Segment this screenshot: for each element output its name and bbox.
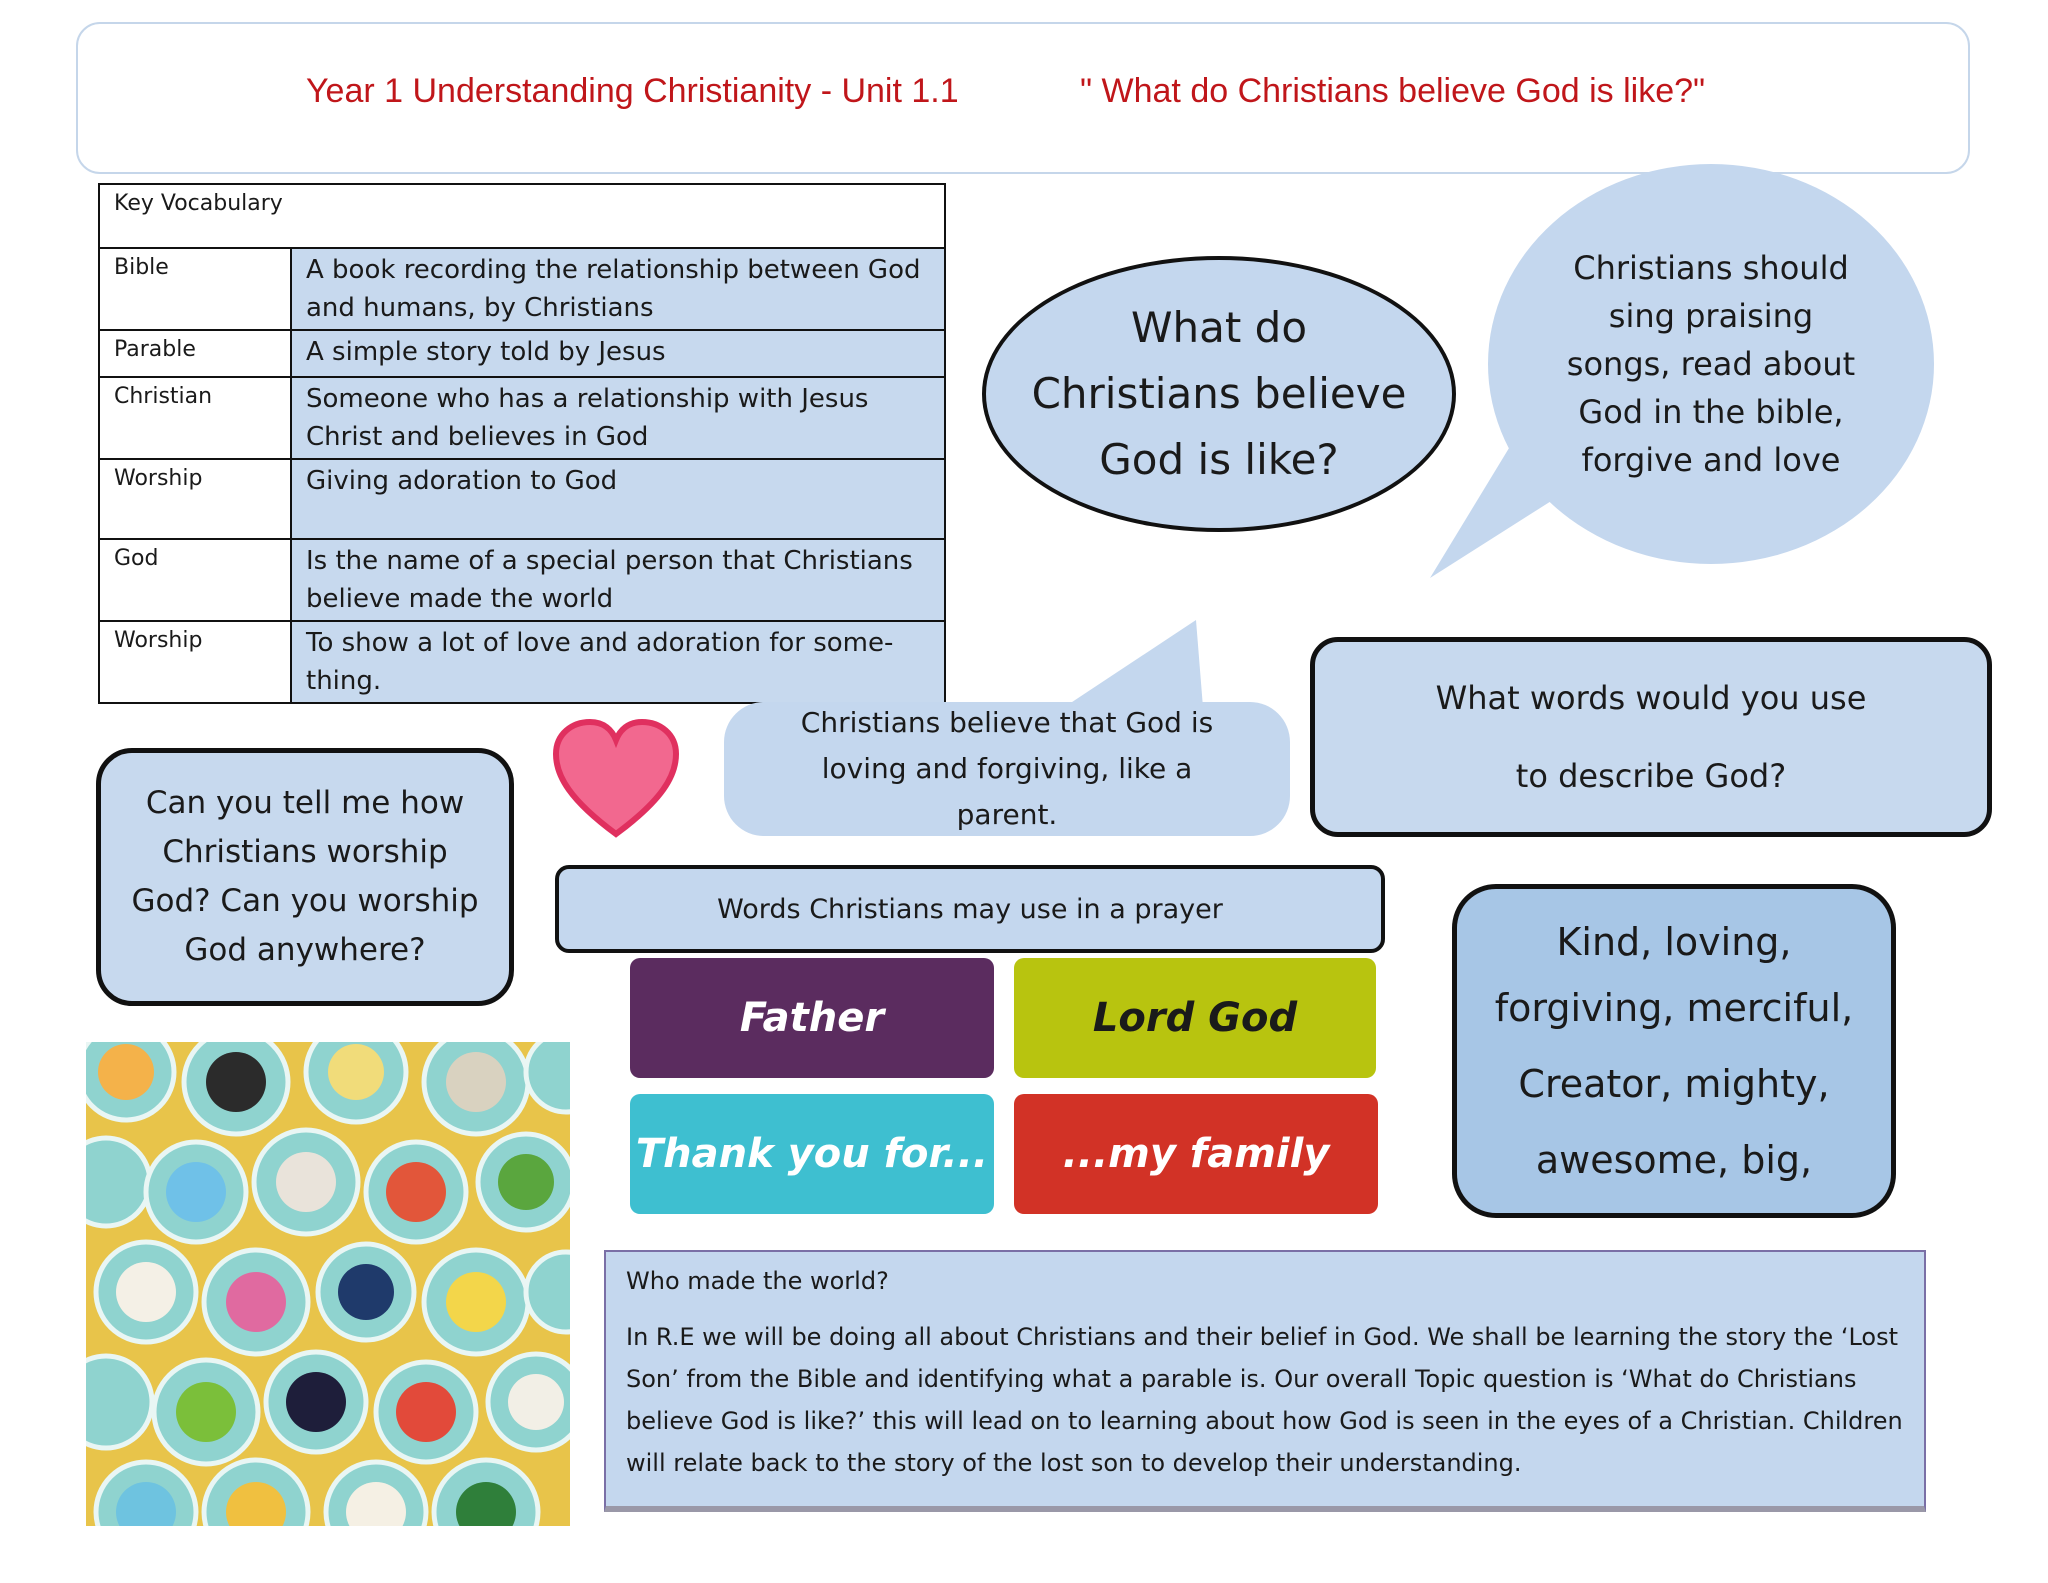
page-title: Year 1 Understanding Christianity - Unit 1.1 <box>306 72 959 110</box>
describe-words-list <box>1484 909 1864 1193</box>
prayer-tile-lord-god: Lord God <box>1014 958 1376 1078</box>
main-question-bubble <box>982 256 1456 532</box>
vocab-term: Christian <box>99 377 291 459</box>
prayer-words-heading-box <box>555 865 1385 953</box>
heart-icon <box>550 716 682 842</box>
vocab-definition: Someone who has a relationship with Jesus Christ and believes in God <box>291 377 945 459</box>
vocab-definition: Giving adoration to God <box>291 459 945 539</box>
vocab-definition: To show a lot of love and adoration for some-thing. <box>291 621 945 703</box>
sing-bubble-text: Christians should sing praising songs, read about God in the bible, forgive and love <box>1566 249 1856 479</box>
describe-words-line: Creator, mighty, <box>1518 1062 1830 1106</box>
vocabulary-heading: Key Vocabulary <box>99 184 945 248</box>
vocab-term: God <box>99 539 291 621</box>
topic-question: Who made the world? <box>626 1267 889 1295</box>
worship-question-box <box>96 748 514 1006</box>
vocab-term: Worship <box>99 459 291 539</box>
topic-description: In R.E we will be doing all about Christians and their belief in God. We shall be learning the story the ‘Lost Son’ from the Bible and identifying what a parable is. Our overall Topic question is ‘What do Christians believe God is like?’ this will lead on to learning about how God is seen in the eyes of a Christian. Children will relate back to the story of the lost son to develop their understanding. <box>626 1323 1903 1477</box>
parent-speech-cloud <box>724 702 1290 836</box>
describe-god-text: What words would you use to describe God? <box>1435 679 1867 795</box>
creation-bowls-illustration <box>86 1042 570 1526</box>
vocab-definition: A simple story told by Jesus <box>291 330 945 377</box>
prayer-words-heading: Words Christians may use in a prayer <box>717 893 1223 925</box>
vocab-definition: Is the name of a special person that Christians believe made the world <box>291 539 945 621</box>
sing-speech-bubble <box>1488 164 1934 564</box>
vocab-term: Worship <box>99 621 291 703</box>
main-question-text: What do Christians believe God is like? <box>1031 303 1407 484</box>
describe-god-box <box>1310 637 1992 837</box>
prayer-tile-my-family: ...my family <box>1014 1094 1378 1214</box>
vocab-term: Parable <box>99 330 291 377</box>
prayer-tile-thank-you: Thank you for... <box>630 1094 994 1214</box>
describe-words-line: awesome, big, <box>1535 1138 1813 1182</box>
page-subtitle: " What do Christians believe God is like?" <box>1080 72 1706 110</box>
vocab-definition: A book recording the relationship between God and humans, by Christians <box>291 248 945 330</box>
describe-words-box <box>1452 884 1896 1218</box>
topic-info-box <box>604 1250 1926 1512</box>
vocab-term: Bible <box>99 248 291 330</box>
worship-question-text: Can you tell me how Christians worship God? Can you worship God anywhere? <box>131 785 479 968</box>
describe-words-line: Kind, loving, forgiving, merciful, <box>1494 920 1854 1030</box>
parent-cloud-text: Christians believe that God is loving and forgiving, like a parent. <box>800 706 1214 831</box>
prayer-tile-father: Father <box>630 958 994 1078</box>
